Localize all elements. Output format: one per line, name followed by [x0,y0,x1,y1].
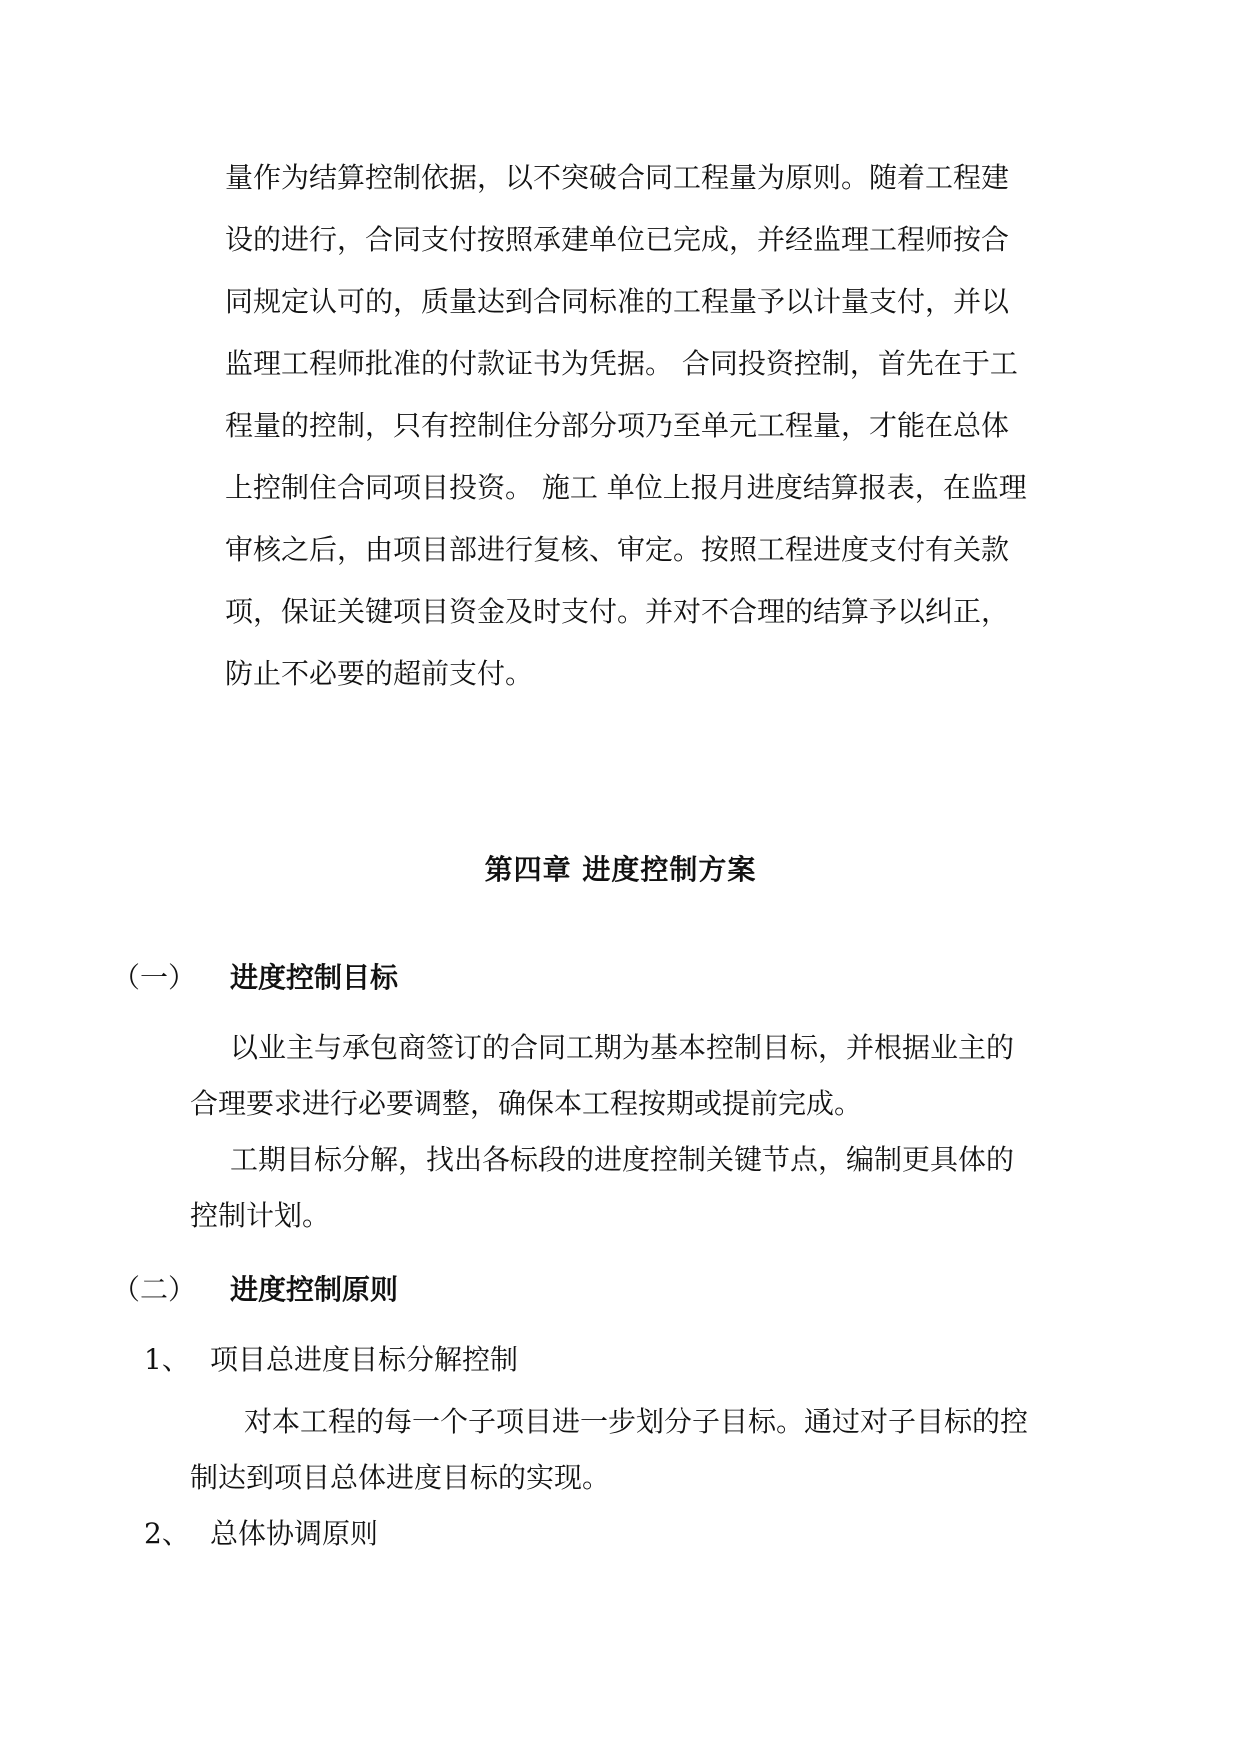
subsection-title: 项目总进度目标分解控制 [210,1343,519,1376]
paragraph-line: 程量的控制，只有控制住分部分项乃至单元工程量，才能在总体 [225,409,1010,442]
subsection-title: 总体协调原则 [210,1517,379,1550]
paragraph-line: 监理工程师批准的付款证书为凭据。 合同投资控制，首先在于工 [225,347,1018,380]
section-heading-2 [112,1272,398,1308]
section1-line: 工期目标分解，找出各标段的进度控制关键节点，编制更具体的 [230,1143,1015,1176]
subsection-item-1 [144,1342,518,1378]
subsection-number: 2、 [144,1517,190,1550]
section-number: （二） [112,1273,197,1306]
subsection-item-2 [144,1516,378,1552]
section-title: 进度控制目标 [230,961,399,994]
section1-line: 合理要求进行必要调整，确保本工程按期或提前完成。 [190,1087,863,1120]
subsection-line: 对本工程的每一个子项目进一步划分子目标。通过对子目标的控 [244,1405,1029,1438]
section-title: 进度控制原则 [230,1273,399,1306]
section-heading-1 [112,960,398,996]
paragraph-line: 设的进行，合同支付按照承建单位已完成，并经监理工程师按合 [225,223,1010,256]
subsection-number: 1、 [144,1343,190,1376]
chapter-title: 第四章 进度控制方案 [484,853,757,886]
paragraph-line: 防止不必要的超前支付。 [225,657,534,690]
paragraph-line: 量作为结算控制依据，以不突破合同工程量为原则。随着工程建 [225,161,1010,194]
paragraph-line: 审核之后，由项目部进行复核、审定。按照工程进度支付有关款 [225,533,1010,566]
subsection-line: 制达到项目总体进度目标的实现。 [190,1461,611,1494]
paragraph-line: 同规定认可的，质量达到合同标准的工程量予以计量支付，并以 [225,285,1010,318]
section-number: （一） [112,961,197,994]
paragraph-line: 上控制住合同项目投资。 施工 单位上报月进度结算报表，在监理 [225,471,1027,504]
paragraph-line: 项，保证关键项目资金及时支付。并对不合理的结算予以纠正， [225,595,1010,628]
section1-line: 控制计划。 [190,1199,331,1232]
section1-line: 以业主与承包商签订的合同工期为基本控制目标，并根据业主的 [230,1031,1015,1064]
